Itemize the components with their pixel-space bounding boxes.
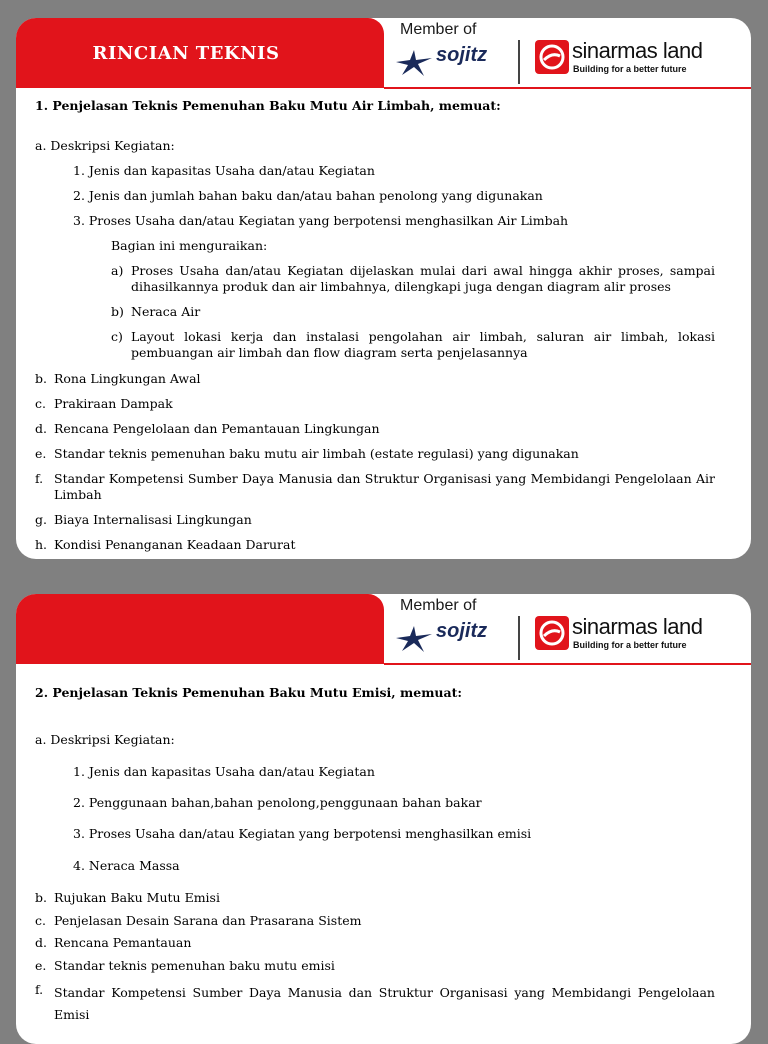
slide-title: RINCIAN TEKNIS xyxy=(92,43,280,64)
letter-item: Rencana Pemantauan xyxy=(54,935,192,950)
header-red-bar xyxy=(16,594,384,664)
sub-item: Neraca Air xyxy=(131,304,201,319)
letter-item: Rujukan Baku Mutu Emisi xyxy=(54,890,220,905)
letter-marker: b. xyxy=(35,890,47,905)
header-rule xyxy=(384,87,751,89)
sub-item: Proses Usaha dan/atau Kegiatan dijelaskan mulai dari awal hingga akhir proses, sampai dihasilkannya produk dan air limbahnya, dilengkapi juga dengan diagram alir proses xyxy=(131,263,715,294)
letter-item: Standar Kompetensi Sumber Daya Manusia dan Struktur Organisasi yang Membidangi Pengelolaan Air Limbah xyxy=(54,471,715,502)
numbered-item: 2. Penggunaan bahan,bahan penolong,penggunaan bahan bakar xyxy=(73,795,482,810)
numbered-item: 4. Neraca Massa xyxy=(73,858,180,873)
letter-marker: e. xyxy=(35,958,47,973)
letter-item: Standar teknis pemenuhan baku mutu emisi xyxy=(54,958,335,973)
letter-item: Prakiraan Dampak xyxy=(54,396,173,411)
letter-marker: g. xyxy=(35,512,47,527)
sojitz-star-icon xyxy=(394,48,434,78)
section-heading: 1. Penjelasan Teknis Pemenuhan Baku Mutu Air Limbah, memuat: xyxy=(35,98,501,113)
bagian-label: Bagian ini menguraikan: xyxy=(111,238,268,253)
sinarmas-logo-icon xyxy=(535,616,569,650)
logo-divider xyxy=(518,40,520,84)
sinarmas-tagline: Building for a better future xyxy=(573,640,687,650)
letter-item: Rona Lingkungan Awal xyxy=(54,371,201,386)
numbered-item: 3. Proses Usaha dan/atau Kegiatan yang berpotensi menghasilkan emisi xyxy=(73,826,532,841)
letter-marker: c. xyxy=(35,913,46,928)
letter-marker: f. xyxy=(35,471,44,486)
numbered-item: 1. Jenis dan kapasitas Usaha dan/atau Kegiatan xyxy=(73,764,375,779)
member-of-label: Member of xyxy=(400,21,477,38)
slide-1 xyxy=(16,18,751,559)
letter-marker: d. xyxy=(35,421,47,436)
sojitz-logo-text: sojitz xyxy=(436,44,488,66)
letter-marker: b. xyxy=(35,371,47,386)
numbered-item: 3. Proses Usaha dan/atau Kegiatan yang berpotensi menghasilkan Air Limbah xyxy=(73,213,569,228)
sub-marker: b) xyxy=(111,304,124,319)
numbered-item: 1. Jenis dan kapasitas Usaha dan/atau Kegiatan xyxy=(73,163,375,178)
sinarmas-logo-icon xyxy=(535,40,569,74)
section-heading: 2. Penjelasan Teknis Pemenuhan Baku Mutu Emisi, memuat: xyxy=(35,685,462,700)
letter-marker: f. xyxy=(35,982,44,997)
sinarmas-tagline: Building for a better future xyxy=(573,64,687,74)
letter-item: Biaya Internalisasi Lingkungan xyxy=(54,512,252,527)
sinarmas-logo-text: sinarmas land xyxy=(572,38,703,63)
letter-item: Standar Kompetensi Sumber Daya Manusia dan Struktur Organisasi yang Membidangi Pengelolaan Emisi xyxy=(54,985,715,1022)
description-label: a. Deskripsi Kegiatan: xyxy=(35,138,175,153)
letter-item: Rencana Pengelolaan dan Pemantauan Lingkungan xyxy=(54,421,380,436)
sub-marker: a) xyxy=(111,263,124,278)
sojitz-logo-text: sojitz xyxy=(436,620,488,642)
member-of-label: Member of xyxy=(400,597,477,614)
logo-divider xyxy=(518,616,520,660)
letter-item: Penjelasan Desain Sarana dan Prasarana Sistem xyxy=(54,913,362,928)
letter-marker: c. xyxy=(35,396,46,411)
sojitz-star-icon xyxy=(394,624,434,654)
sub-marker: c) xyxy=(111,329,123,344)
letter-item: Standar teknis pemenuhan baku mutu air limbah (estate regulasi) yang digunakan xyxy=(54,446,579,461)
sub-item: Layout lokasi kerja dan instalasi pengolahan air limbah, saluran air limbah, lokasi pembuangan air limbah dan flow diagram serta penjelasannya xyxy=(131,329,715,360)
numbered-item: 2. Jenis dan jumlah bahan baku dan/atau bahan penolong yang digunakan xyxy=(73,188,543,203)
header-rule xyxy=(384,663,751,665)
sinarmas-logo-text: sinarmas land xyxy=(572,614,703,639)
letter-item: Kondisi Penanganan Keadaan Darurat xyxy=(54,537,296,552)
description-label: a. Deskripsi Kegiatan: xyxy=(35,732,175,747)
letter-marker: d. xyxy=(35,935,47,950)
letter-marker: h. xyxy=(35,537,48,552)
slide-2 xyxy=(16,594,751,1044)
letter-marker: e. xyxy=(35,446,47,461)
